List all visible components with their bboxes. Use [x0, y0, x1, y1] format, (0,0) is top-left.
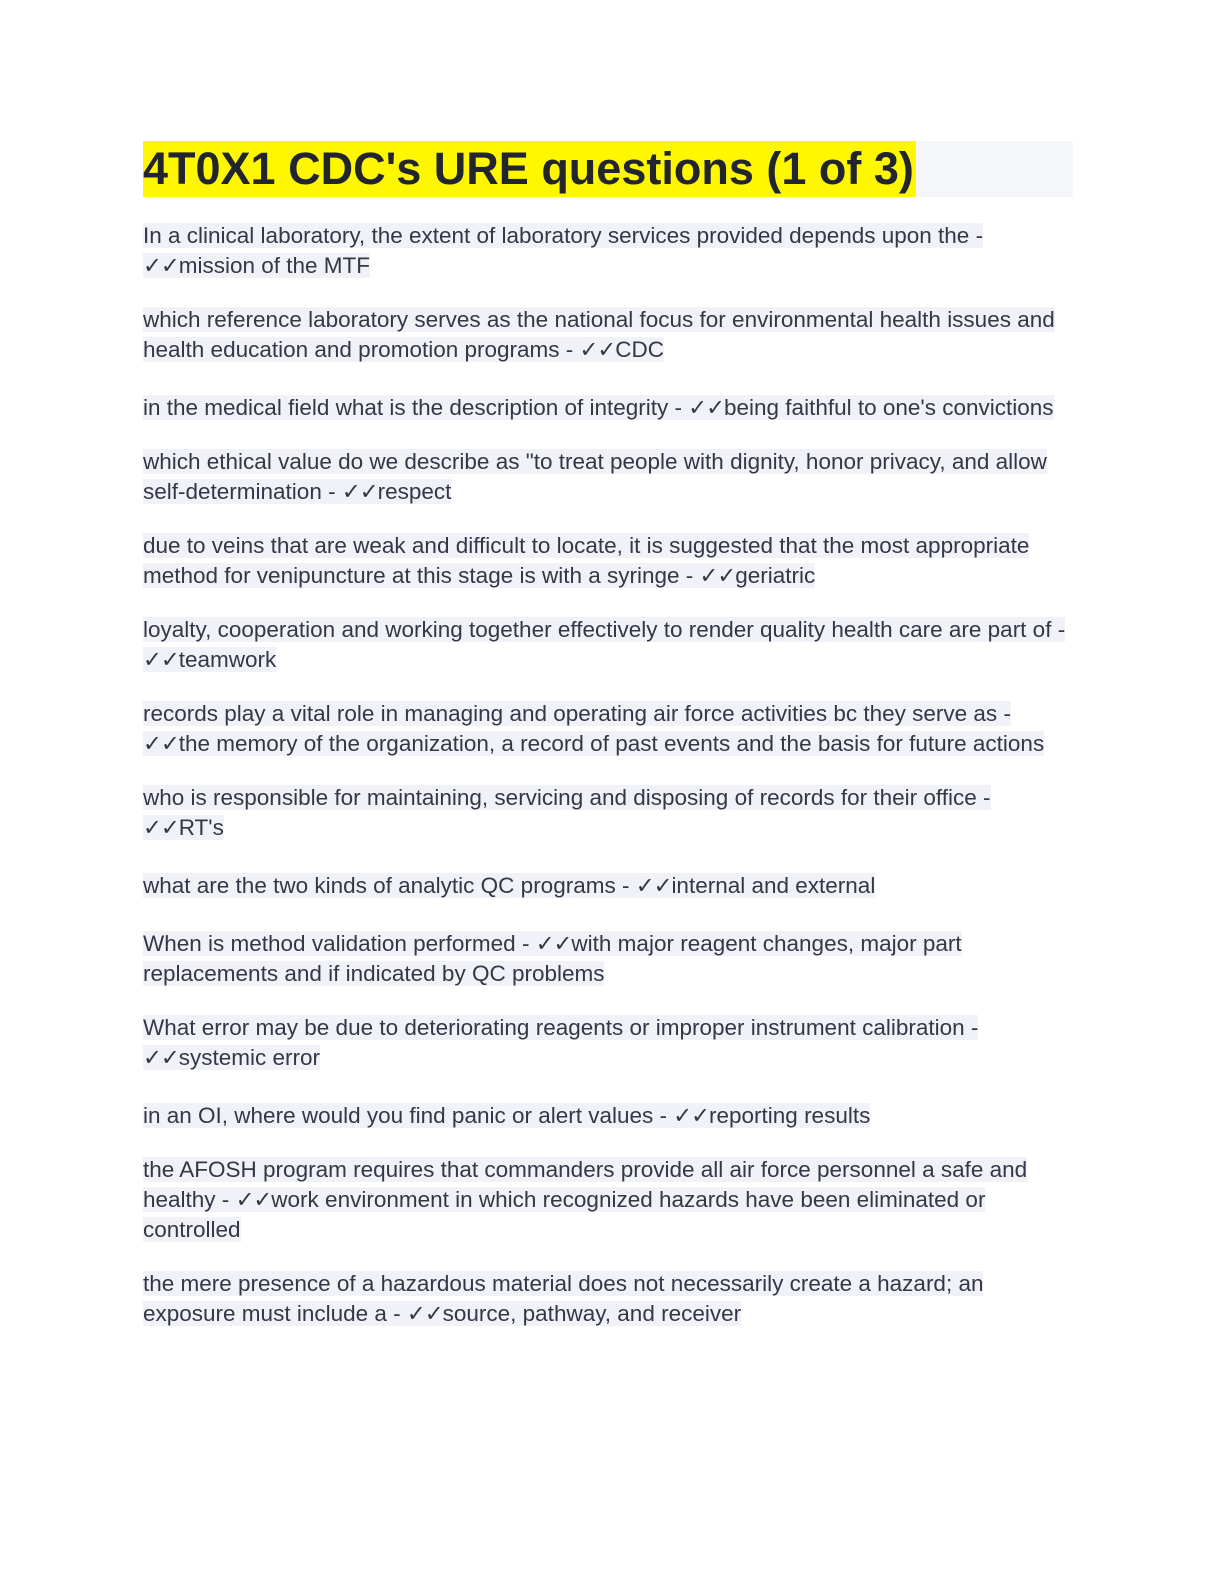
answer-text: work environment in which recognized hazards have been eliminated or controlled: [143, 1187, 986, 1242]
answer-text: respect: [377, 479, 452, 504]
answer-text: source, pathway, and receiver: [442, 1301, 742, 1326]
qa-item: [143, 929, 1073, 989]
qa-item: [143, 1101, 1073, 1131]
answer-text: CDC: [615, 337, 664, 362]
qa-item: [143, 699, 1073, 759]
check-mark-icon: ✓✓: [579, 337, 616, 362]
answer-text: being faithful to one's convictions: [724, 395, 1054, 420]
check-mark-icon: ✓✓: [341, 479, 378, 504]
check-mark-icon: ✓✓: [143, 815, 179, 840]
title-row: [143, 141, 1073, 197]
check-mark-icon: ✓✓: [143, 731, 179, 756]
qa-item: [143, 783, 1073, 843]
qa-item: [143, 531, 1073, 591]
question-text: what are the two kinds of analytic QC programs -: [143, 873, 630, 898]
check-mark-icon: ✓✓: [143, 647, 179, 672]
question-text: which reference laboratory serves as the national focus for environmental health issues and health education and promotion programs -: [143, 307, 1055, 362]
qa-item: [143, 305, 1073, 365]
qa-item: [143, 871, 1073, 901]
question-text: the mere presence of a hazardous material does not necessarily create a hazard; an exposure must include a -: [143, 1271, 984, 1326]
qa-item: [143, 1269, 1073, 1329]
qa-item: [143, 615, 1073, 675]
question-text: due to veins that are weak and difficult to locate, it is suggested that the most appropriate method for venipuncture at this stage is with a syringe -: [143, 533, 1030, 588]
answer-text: internal and external: [671, 873, 876, 898]
answer-text: geriatric: [735, 563, 816, 588]
document-page: [143, 141, 1073, 1329]
qa-item: [143, 1013, 1073, 1073]
question-text: In a clinical laboratory, the extent of laboratory services provided depends upon the -: [143, 223, 984, 248]
answer-text: mission of the MTF: [178, 253, 371, 278]
qa-item: [143, 1155, 1073, 1245]
check-mark-icon: ✓✓: [143, 253, 179, 278]
check-mark-icon: ✓✓: [143, 1045, 179, 1070]
qa-item: [143, 221, 1073, 281]
check-mark-icon: ✓✓: [235, 1187, 272, 1212]
qa-item: [143, 393, 1073, 423]
question-text: What error may be due to deteriorating reagents or improper instrument calibration -: [143, 1015, 979, 1040]
answer-text: systemic error: [178, 1045, 320, 1070]
answer-text: teamwork: [178, 647, 277, 672]
answer-text: reporting results: [709, 1103, 871, 1128]
answer-text: with major reagent changes, major part replacements and if indicated by QC problems: [143, 931, 962, 986]
check-mark-icon: ✓✓: [699, 563, 736, 588]
question-text: When is method validation performed -: [143, 931, 530, 956]
question-text: in the medical field what is the description of integrity -: [143, 395, 683, 420]
question-text: which ethical value do we describe as "to treat people with dignity, honor privacy, and allow self-determination -: [143, 449, 1047, 504]
check-mark-icon: ✓✓: [688, 395, 724, 420]
check-mark-icon: ✓✓: [406, 1301, 443, 1326]
question-text: the AFOSH program requires that commanders provide all air force personnel a safe and healthy -: [143, 1157, 1028, 1212]
question-text: in an OI, where would you find panic or alert values -: [143, 1103, 668, 1128]
check-mark-icon: ✓✓: [535, 931, 572, 956]
qa-item: [143, 447, 1073, 507]
check-mark-icon: ✓✓: [635, 873, 672, 898]
question-text: loyalty, cooperation and working together effectively to render quality health care are part of -: [143, 617, 1066, 642]
check-mark-icon: ✓✓: [673, 1103, 710, 1128]
question-text: who is responsible for maintaining, servicing and disposing of records for their office -: [143, 785, 991, 810]
question-text: records play a vital role in managing and operating air force activities bc they serve as -: [143, 701, 1011, 726]
page-title: 4T0X1 CDC's URE questions (1 of 3): [143, 141, 916, 197]
answer-text: the memory of the organization, a record of past events and the basis for future actions: [178, 731, 1045, 756]
answer-text: RT's: [178, 815, 224, 840]
